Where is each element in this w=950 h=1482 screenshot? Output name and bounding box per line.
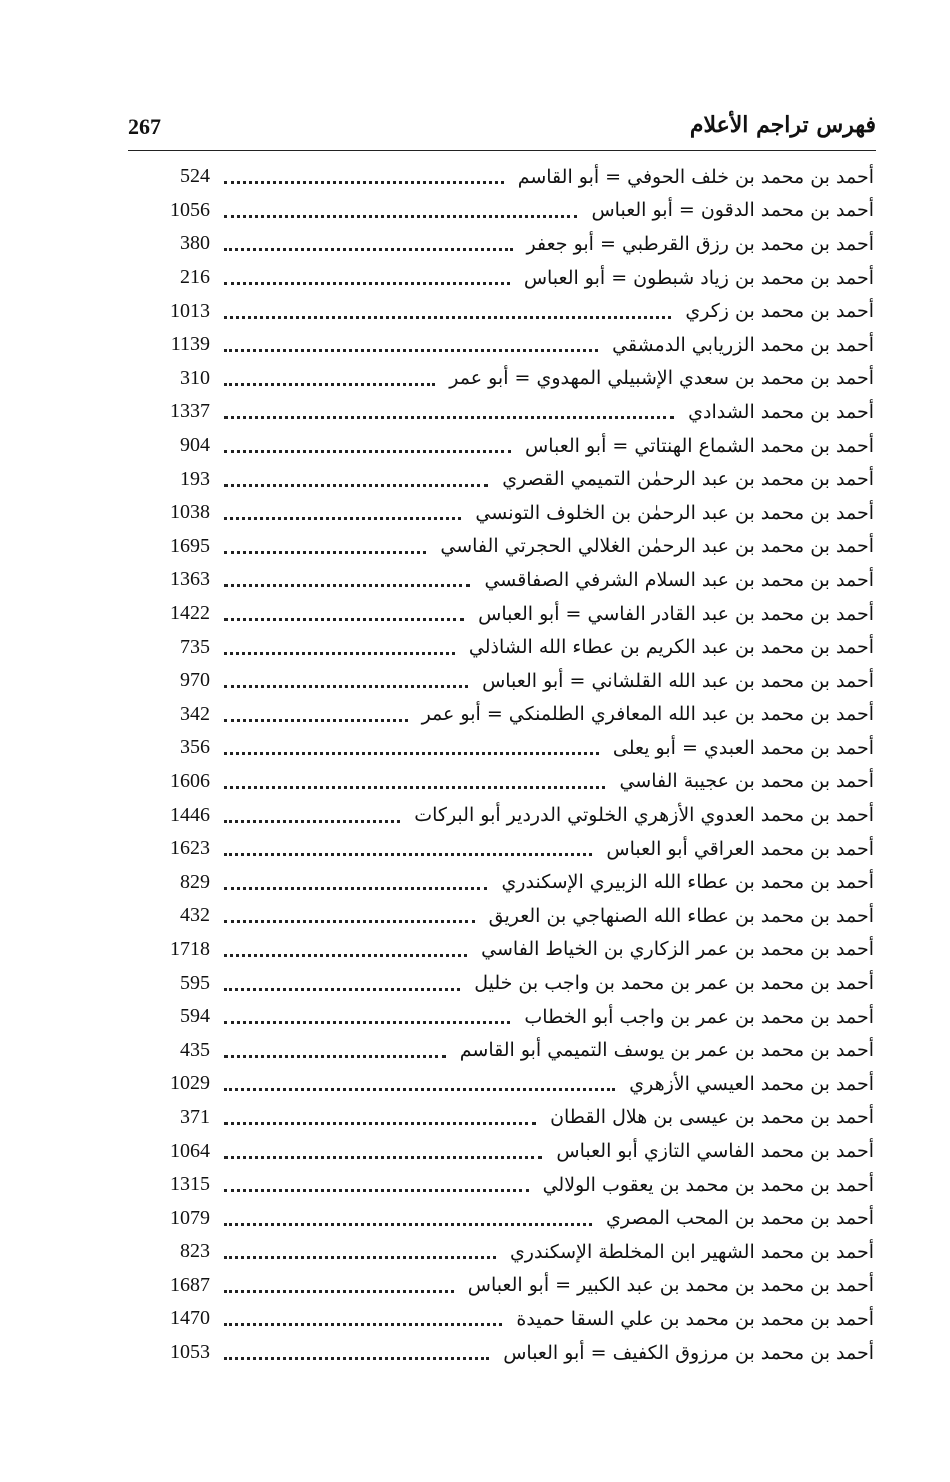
- entry-name: أحمد بن محمد بن عبد القادر الفاسي = أبو العباس: [478, 602, 874, 625]
- entry-page-number: 595: [180, 971, 210, 994]
- entry-name: أحمد بن محمد بن المحب المصري: [606, 1207, 874, 1230]
- dot-leader: [224, 1055, 446, 1058]
- entry-page-number: 970: [180, 669, 210, 692]
- entry-page-number: 1315: [170, 1173, 210, 1196]
- entry-name: أحمد بن محمد بن محمد بن علي السقا حميدة: [516, 1307, 874, 1330]
- dot-leader: [224, 416, 674, 419]
- dot-leader: [224, 1223, 592, 1226]
- dot-leader: [224, 820, 400, 823]
- dot-leader: [224, 618, 464, 621]
- entry-page-number: 524: [180, 165, 210, 188]
- index-entry: [150, 462, 874, 496]
- entry-name: أحمد بن محمد بن عبد الله المعافري الطلمنكي = أبو عمر: [421, 703, 874, 726]
- entry-name: أحمد بن محمد العراقي أبو العباس: [606, 837, 874, 860]
- entry-name: أحمد بن محمد العيسي الأزهري: [629, 1072, 874, 1095]
- entry-name: أحمد بن محمد بن مرزوق الكفيف = أبو العباس: [503, 1341, 874, 1364]
- entry-page-number: 1013: [170, 299, 210, 322]
- entry-name: أحمد بن محمد بن زياد شبطون = أبو العباس: [523, 266, 874, 289]
- index-entry: [150, 362, 874, 396]
- index-entry: [150, 899, 874, 933]
- entry-name: أحمد بن محمد بن زكري: [685, 300, 874, 323]
- index-entry: [150, 395, 874, 429]
- entry-page-number: 1623: [170, 837, 210, 860]
- index-entry: [150, 496, 874, 530]
- entry-name: أحمد بن محمد الشدادي: [688, 400, 874, 423]
- index-entry: [150, 227, 874, 261]
- entry-page-number: 380: [180, 232, 210, 255]
- index-entry: [150, 530, 874, 564]
- entry-page-number: 904: [180, 434, 210, 457]
- entry-page-number: 829: [180, 870, 210, 893]
- dot-leader: [224, 349, 598, 352]
- entry-page-number: 1695: [170, 534, 210, 557]
- index-entry: [150, 966, 874, 1000]
- dot-leader: [224, 887, 487, 890]
- index-entry: [150, 765, 874, 799]
- dot-leader: [224, 1256, 496, 1259]
- entry-name: أحمد بن محمد بن عجيبة الفاسي: [619, 770, 874, 793]
- entry-name: أحمد بن محمد بن عمر الزكاري بن الخياط الفاسي: [481, 938, 874, 961]
- dot-leader: [224, 920, 475, 923]
- index-entry: [150, 1269, 874, 1303]
- index-entry: [150, 731, 874, 765]
- index-entry: [150, 1168, 874, 1202]
- index-entry: [150, 597, 874, 631]
- index-entry: [150, 1000, 874, 1034]
- index-entry: [150, 160, 874, 194]
- entry-name: أحمد بن محمد الشماع الهنتاتي = أبو العباس: [525, 434, 874, 457]
- index-entry: [150, 1033, 874, 1067]
- index-entry: [150, 194, 874, 228]
- dot-leader: [224, 248, 513, 251]
- dot-leader: [224, 1357, 489, 1360]
- dot-leader: [224, 517, 461, 520]
- entry-name: أحمد بن محمد بن عمر بن واجب أبو الخطاب: [524, 1005, 874, 1028]
- index-entry: [150, 1067, 874, 1101]
- entry-name: أحمد بن محمد بن رزق القرطبي = أبو جعفر: [526, 232, 874, 255]
- index-entry: [150, 429, 874, 463]
- index-entry: [150, 1336, 874, 1370]
- entry-name: أحمد بن محمد بن عبد الكريم بن عطاء الله الشاذلي: [468, 636, 874, 659]
- entry-name: أحمد بن محمد بن عبد السلام الشرفي الصفاقسي: [484, 568, 874, 591]
- entry-name: أحمد بن محمد بن عمر بن يوسف التميمي أبو القاسم: [459, 1039, 874, 1062]
- dot-leader: [224, 484, 488, 487]
- index-entry: [150, 832, 874, 866]
- entry-page-number: 310: [180, 366, 210, 389]
- entry-name: أحمد بن محمد العدوي الأزهري الخلوتي الدردير أبو البركات: [414, 804, 874, 827]
- entry-page-number: 1363: [170, 568, 210, 591]
- index-entry: [150, 1101, 874, 1135]
- dot-leader: [224, 954, 467, 957]
- index-entry: [150, 294, 874, 328]
- entry-page-number: 432: [180, 904, 210, 927]
- entry-name: أحمد بن محمد الزريابي الدمشقي: [612, 333, 874, 356]
- dot-leader: [224, 652, 455, 655]
- dot-leader: [224, 551, 426, 554]
- page-number: 267: [128, 114, 161, 139]
- entry-page-number: 356: [180, 736, 210, 759]
- entry-name: أحمد بن محمد بن سعدي الإشبيلي المهدوي = أبو عمر: [449, 367, 874, 390]
- index-entry: [150, 1235, 874, 1269]
- dot-leader: [224, 1156, 542, 1159]
- entry-page-number: 1422: [170, 602, 210, 625]
- dot-leader: [224, 450, 511, 453]
- entry-page-number: 1064: [170, 1139, 210, 1162]
- index-entry: [150, 698, 874, 732]
- dot-leader: [224, 1189, 529, 1192]
- entry-name: أحمد بن محمد الشهير ابن المخلطة الإسكندري: [509, 1240, 874, 1263]
- entry-page-number: 193: [180, 467, 210, 490]
- entry-name: أحمد بن محمد بن عطاء الله الزبيري الإسكندري: [501, 871, 874, 894]
- dot-leader: [224, 988, 460, 991]
- entry-name: أحمد بن محمد بن عيسى بن هلال القطان: [550, 1106, 874, 1129]
- page-header: [128, 112, 876, 152]
- entry-page-number: 371: [180, 1105, 210, 1128]
- entry-page-number: 216: [180, 266, 210, 289]
- entry-page-number: 1446: [170, 803, 210, 826]
- entry-page-number: 735: [180, 635, 210, 658]
- entry-page-number: 1606: [170, 769, 210, 792]
- dot-leader: [224, 584, 470, 587]
- entry-name: أحمد بن محمد بن عبد الرحمٰن بن الخلوف التونسي: [475, 501, 874, 524]
- index-entry: [150, 865, 874, 899]
- index-entry: [150, 933, 874, 967]
- index-entry: [150, 630, 874, 664]
- entry-page-number: 823: [180, 1240, 210, 1263]
- entry-page-number: 594: [180, 1005, 210, 1028]
- dot-leader: [224, 685, 468, 688]
- dot-leader: [224, 1323, 502, 1326]
- header-rule: [128, 150, 876, 151]
- entry-page-number: 1687: [170, 1273, 210, 1296]
- entry-page-number: 1079: [170, 1206, 210, 1229]
- index-entry: [150, 261, 874, 295]
- entry-page-number: 1029: [170, 1072, 210, 1095]
- dot-leader: [224, 282, 510, 285]
- running-title: فهرس تراجم الأعلام: [689, 112, 876, 138]
- index-entry: [150, 328, 874, 362]
- dot-leader: [224, 1122, 536, 1125]
- entry-page-number: 1139: [170, 333, 210, 356]
- entry-name: أحمد بن محمد بن عبد الله القلشاني = أبو العباس: [482, 669, 874, 692]
- entry-page-number: 1038: [170, 501, 210, 524]
- index-entry: [150, 1134, 874, 1168]
- index-entry: [150, 563, 874, 597]
- entry-name: أحمد بن محمد بن عمر بن محمد بن واجب بن خليل: [474, 972, 874, 995]
- entry-page-number: 1337: [170, 400, 210, 423]
- entry-name: أحمد بن محمد بن محمد بن يعقوب الولالي: [542, 1173, 874, 1196]
- dot-leader: [224, 853, 592, 856]
- index-entry: [150, 1201, 874, 1235]
- dot-leader: [224, 786, 605, 789]
- index-entries: [150, 160, 874, 1369]
- index-entry: [150, 1302, 874, 1336]
- dot-leader: [224, 181, 504, 184]
- entry-page-number: 435: [180, 1038, 210, 1061]
- entry-page-number: 1470: [170, 1307, 210, 1330]
- entry-name: أحمد بن محمد بن محمد بن عبد الكبير = أبو العباس: [467, 1274, 874, 1297]
- entry-page-number: 342: [180, 702, 210, 725]
- dot-leader: [224, 1021, 510, 1024]
- entry-name: أحمد بن محمد الفاسي التازي أبو العباس: [556, 1140, 874, 1163]
- entry-name: أحمد بن محمد بن خلف الحوفي = أبو القاسم: [517, 165, 874, 188]
- entry-name: أحمد بن محمد بن عبد الرحمٰن التميمي القصري: [502, 468, 874, 491]
- index-entry: [150, 798, 874, 832]
- entry-page-number: 1053: [170, 1341, 210, 1364]
- dot-leader: [224, 1290, 454, 1293]
- entry-page-number: 1718: [170, 937, 210, 960]
- dot-leader: [224, 1088, 615, 1091]
- dot-leader: [224, 752, 599, 755]
- dot-leader: [224, 316, 671, 319]
- dot-leader: [224, 719, 408, 722]
- entry-page-number: 1056: [170, 198, 210, 221]
- entry-name: أحمد بن محمد بن عبد الرحمٰن الغلالي الحجرتي الفاسي: [440, 535, 874, 558]
- dot-leader: [224, 383, 435, 386]
- entry-name: أحمد بن محمد العبدي = أبو يعلى: [612, 736, 874, 759]
- dot-leader: [224, 215, 577, 218]
- entry-name: أحمد بن محمد الدقون = أبو العباس: [591, 199, 874, 222]
- entry-name: أحمد بن محمد بن عطاء الله الصنهاجي بن العريق: [488, 904, 874, 927]
- index-entry: [150, 664, 874, 698]
